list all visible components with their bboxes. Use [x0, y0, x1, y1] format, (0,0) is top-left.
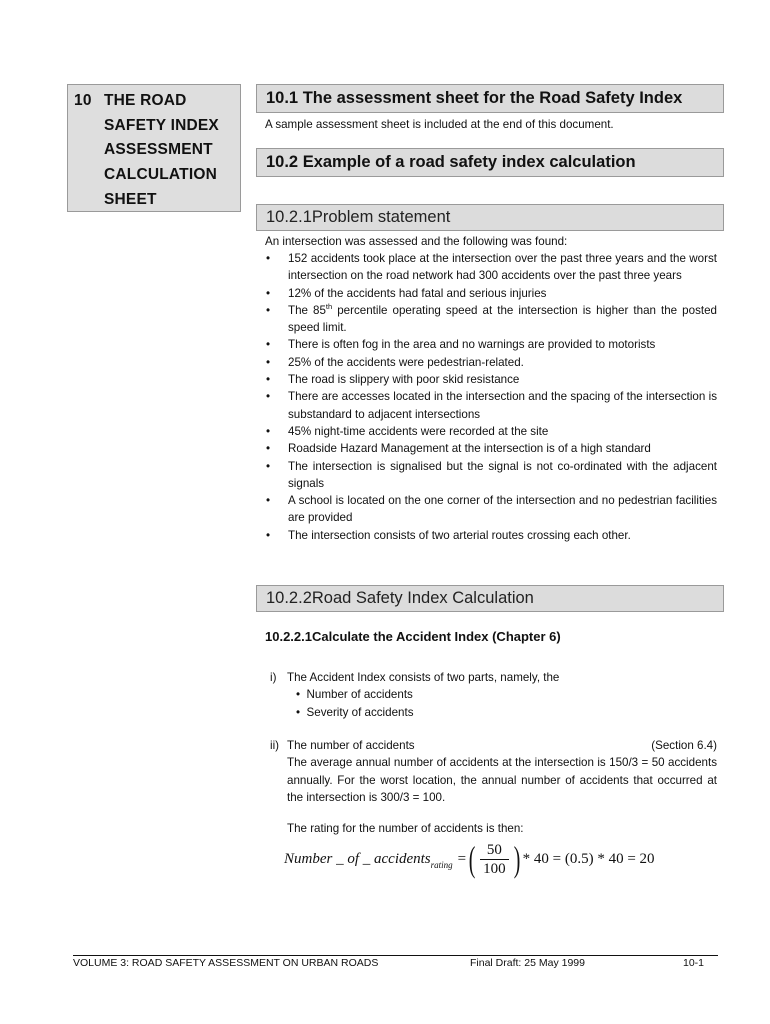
- rating-formula: Number _ of _ accidents rating = ( $\frac{50}{100}$ ) * 40 = (0.5) * 40 = 20: [284, 839, 655, 879]
- formula-equals: =: [457, 850, 467, 867]
- list-item: • The 85th percentile operating speed at the intersection is higher than the posted speed limit.: [266, 301, 717, 335]
- chapter-title-line: ASSESSMENT: [104, 141, 213, 159]
- section-heading-10-2-2: 10.2.2Road Safety Index Calculation: [256, 585, 724, 612]
- item-label: i): [270, 671, 277, 684]
- list-item: • A school is located on the one corner of the intersection and no pedestrian facilities are provided: [266, 494, 717, 525]
- list-item: • Roadside Hazard Management at the intersection is of a high standard: [266, 442, 651, 456]
- section-heading-10-2-2-1: 10.2.2.1Calculate the Accident Index (Chapter 6): [265, 629, 561, 644]
- chapter-title-line: CALCULATION: [104, 166, 217, 184]
- formula-lhs: Number _ of _ accidents: [284, 850, 431, 867]
- chapter-title-line: SAFETY INDEX: [104, 116, 219, 134]
- fraction-denominator: 100: [483, 860, 506, 877]
- section-reference: (Section 6.4): [651, 739, 717, 752]
- formula-rest: * 40 = (0.5) * 40 = 20: [522, 850, 655, 867]
- numbered-item-i: i) The Accident Index consists of two parts, namely, the • Number of accidents • Severity of accidents: [270, 669, 717, 721]
- numbered-item-ii: ii) The number of accidents (Section 6.4) The average annual number of accidents at the intersection is 150/3 = 50 accidents annually. For the worst location, the annual number of accidents that occurred at the intersection is 300/3 = 100.: [270, 737, 717, 806]
- rating-text: The rating for the number of accidents is then:: [287, 822, 524, 835]
- page-number: 10-1: [683, 957, 705, 969]
- list-item: • The intersection consists of two arterial routes crossing each other.: [266, 528, 631, 542]
- formula-subscript: rating: [430, 860, 453, 870]
- item-paragraph: The average annual number of accidents at the intersection is 150/3 = 50 accidents annually. For the worst location, the annual number of accidents that occurred at the intersection is 300/3 = 100.: [287, 756, 717, 804]
- list-item: • 12% of the accidents had fatal and serious injuries: [266, 286, 547, 300]
- section-heading-10-2: 10.2 Example of a road safety index calculation: [256, 148, 724, 177]
- list-item: • There are accesses located in the intersection and the spacing of the intersection is substandard to adjacent intersections: [266, 390, 717, 421]
- list-item: • 152 accidents took place at the intersection over the past three years and the worst intersection on the road network had 300 accidents over the past three years: [266, 252, 717, 283]
- list-item: • 45% night-time accidents were recorded at the site: [266, 424, 549, 438]
- findings-list: [265, 250, 717, 544]
- list-item: • 25% of the accidents were pedestrian-related.: [266, 355, 524, 369]
- footer-rule: [73, 955, 718, 956]
- problem-intro: An intersection was assessed and the following was found:: [265, 235, 568, 248]
- section-heading-10-1: 10.1 The assessment sheet for the Road Safety Index: [256, 84, 724, 113]
- list-item: • There is often fog in the area and no warnings are provided to motorists: [266, 338, 656, 352]
- chapter-title-line: SHEET: [104, 190, 157, 208]
- item-label: ii): [270, 739, 280, 752]
- section-10-1-text: A sample assessment sheet is included at the end of this document.: [265, 118, 614, 131]
- footer-volume: VOLUME 3: ROAD SAFETY ASSESSMENT ON URBAN ROADS: [73, 957, 379, 969]
- section-heading-10-2-1: 10.2.1Problem statement: [256, 204, 724, 231]
- sub-list-item: • Severity of accidents: [296, 705, 414, 719]
- formula-fraction: [480, 841, 509, 878]
- sub-list-item: • Number of accidents: [296, 688, 413, 702]
- chapter-title-line: THE ROAD: [104, 92, 187, 109]
- footer-draft-date: Final Draft: 25 May 1999: [470, 957, 585, 969]
- fraction-numerator: 50: [486, 841, 502, 858]
- chapter-number: 10: [74, 92, 92, 109]
- list-item: • The road is slippery with poor skid resistance: [266, 373, 520, 387]
- chapter-title-box: [67, 84, 241, 212]
- list-item: • The intersection is signalised but the signal is not co-ordinated with the adjacent signals: [266, 459, 717, 490]
